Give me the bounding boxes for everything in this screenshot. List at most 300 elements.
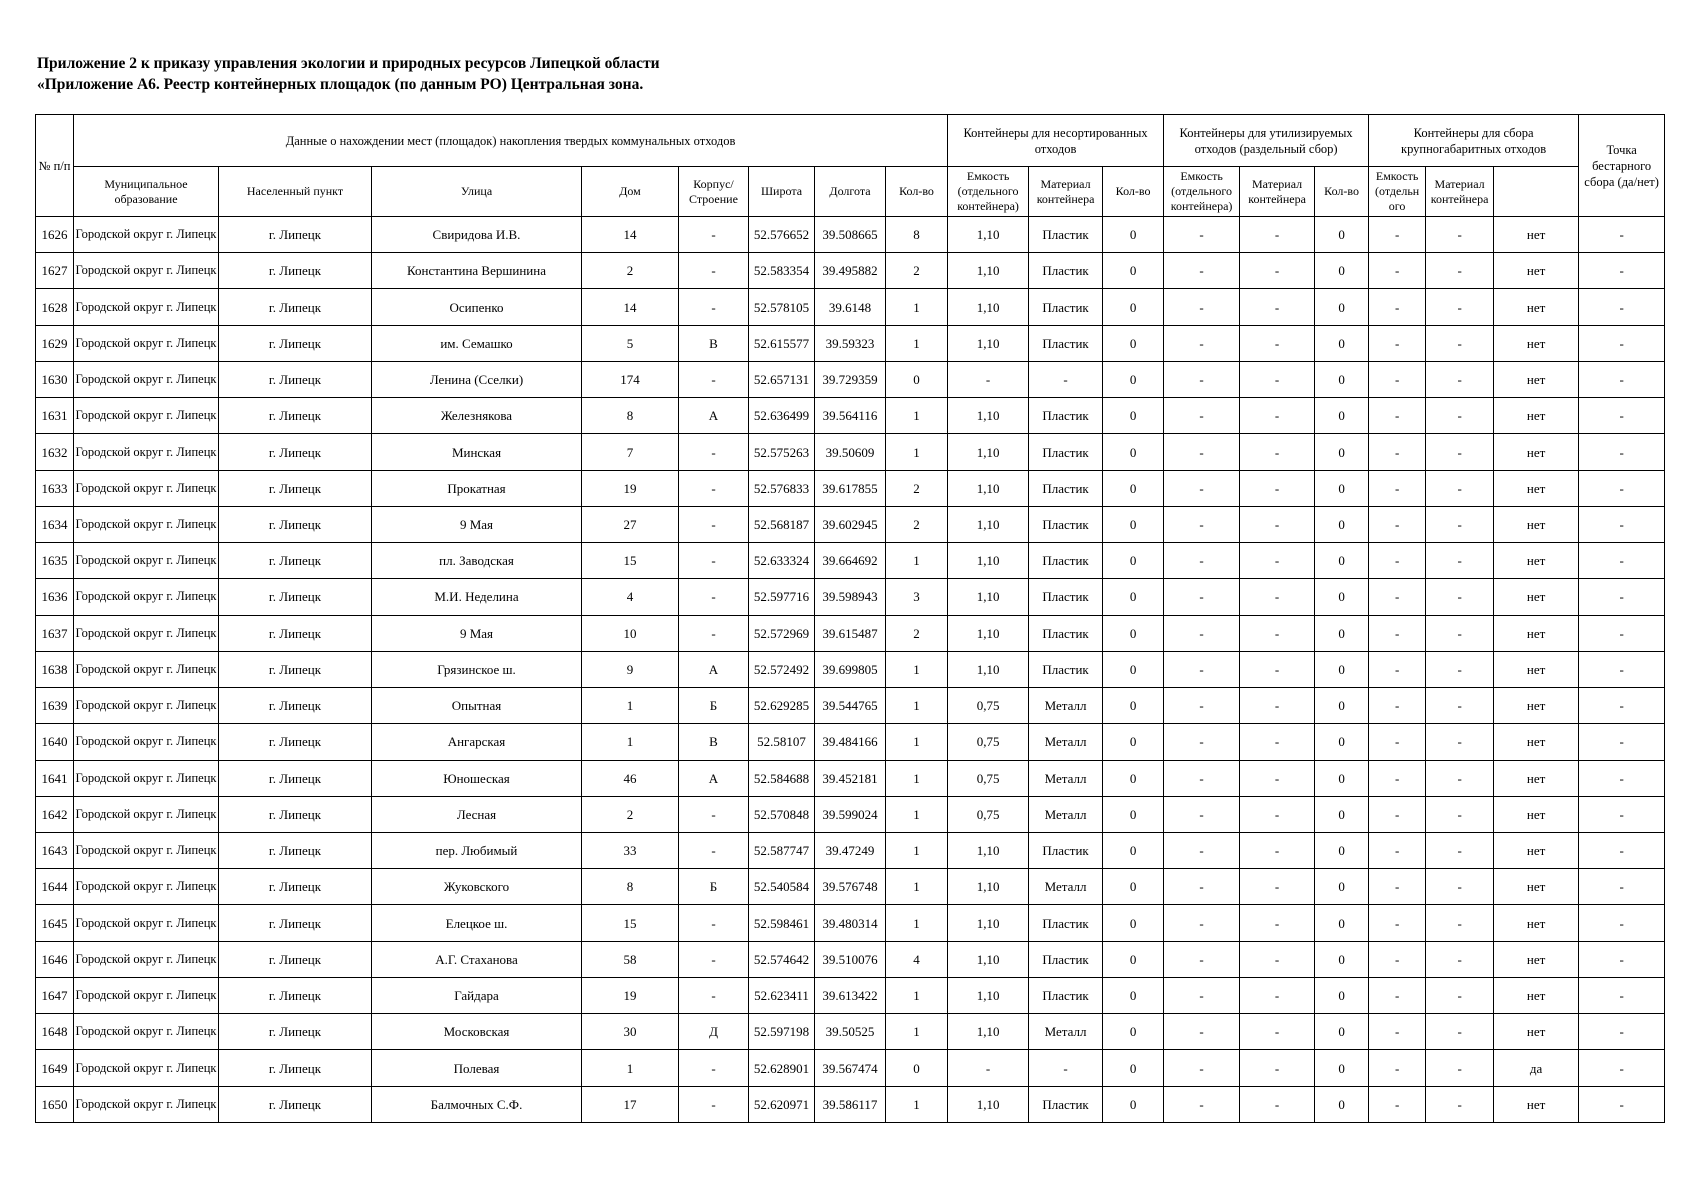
cell-unsorted-capacity: 1,10 xyxy=(948,470,1029,506)
col-header-location-group: Данные о нахождении мест (площадок) накопления твердых коммунальных отходов xyxy=(74,115,948,167)
cell-lat: 52.572969 xyxy=(749,615,815,651)
cell-bulk-point: нет xyxy=(1494,832,1579,868)
cell-house: 15 xyxy=(582,543,679,579)
cell-unsorted-capacity: 1,10 xyxy=(948,289,1029,325)
cell-house: 27 xyxy=(582,506,679,542)
cell-bulky-material: - xyxy=(1426,361,1494,397)
cell-bulky-capacity: - xyxy=(1369,506,1426,542)
cell-note: - xyxy=(1579,615,1665,651)
cell-recycle-material: - xyxy=(1240,832,1315,868)
cell-bulk-point: нет xyxy=(1494,941,1579,977)
cell-lat: 52.615577 xyxy=(749,325,815,361)
cell-bulky-count: 0 xyxy=(1315,470,1369,506)
table-row xyxy=(36,615,1665,651)
cell-bulky-material: - xyxy=(1426,217,1494,253)
cell-bulk-point: нет xyxy=(1494,579,1579,615)
cell-lon: 39.699805 xyxy=(815,651,886,687)
cell-recycle-material: - xyxy=(1240,398,1315,434)
cell-unsorted-capacity: 1,10 xyxy=(948,579,1029,615)
cell-bulk-point: нет xyxy=(1494,688,1579,724)
cell-building: В xyxy=(679,724,749,760)
table-row xyxy=(36,506,1665,542)
cell-municipality: Городской округ г. Липецк xyxy=(74,1014,219,1050)
cell-bulky-material: - xyxy=(1426,579,1494,615)
cell-house: 1 xyxy=(582,1050,679,1086)
cell-street: Лесная xyxy=(372,796,582,832)
cell-bulky-material: - xyxy=(1426,398,1494,434)
cell-building: - xyxy=(679,543,749,579)
cell-lat: 52.576833 xyxy=(749,470,815,506)
cell-unsorted-capacity: - xyxy=(948,1050,1029,1086)
cell-unsorted-count: 2 xyxy=(886,506,948,542)
cell-settlement: г. Липецк xyxy=(219,217,372,253)
title-line-2: «Приложение А6. Реестр контейнерных площадок (по данным РО) Центральная зона. xyxy=(37,76,644,93)
cell-unsorted-count: 1 xyxy=(886,325,948,361)
cell-note: - xyxy=(1579,506,1665,542)
cell-bulky-capacity: - xyxy=(1369,977,1426,1013)
cell-street: Гайдара xyxy=(372,977,582,1013)
cell-unsorted-count: 2 xyxy=(886,615,948,651)
cell-building: - xyxy=(679,941,749,977)
cell-building: - xyxy=(679,905,749,941)
cell-lon: 39.495882 xyxy=(815,253,886,289)
cell-municipality: Городской округ г. Липецк xyxy=(74,977,219,1013)
cell-bulky-count: 0 xyxy=(1315,434,1369,470)
cell-recycle-material: - xyxy=(1240,688,1315,724)
cell-municipality: Городской округ г. Липецк xyxy=(74,506,219,542)
cell-lat: 52.636499 xyxy=(749,398,815,434)
cell-lat: 52.598461 xyxy=(749,905,815,941)
cell-house: 7 xyxy=(582,434,679,470)
cell-bulky-material: - xyxy=(1426,688,1494,724)
cell-recycle-capacity: - xyxy=(1164,615,1240,651)
cell-settlement: г. Липецк xyxy=(219,543,372,579)
cell-bulk-point: нет xyxy=(1494,543,1579,579)
cell-recycle-count: 0 xyxy=(1103,796,1164,832)
cell-num: 1626 xyxy=(36,217,74,253)
cell-bulky-count: 0 xyxy=(1315,1050,1369,1086)
cell-house: 19 xyxy=(582,470,679,506)
col-header-unsorted-capacity: Емкость (отдельного контейнера) xyxy=(948,167,1029,217)
cell-lat: 52.633324 xyxy=(749,543,815,579)
col-header-lon: Долгота xyxy=(815,167,886,217)
cell-recycle-count: 0 xyxy=(1103,651,1164,687)
cell-unsorted-count: 1 xyxy=(886,688,948,724)
cell-settlement: г. Липецк xyxy=(219,977,372,1013)
cell-bulk-point: нет xyxy=(1494,434,1579,470)
cell-num: 1636 xyxy=(36,579,74,615)
col-header-street: Улица xyxy=(372,167,582,217)
cell-unsorted-material: Пластик xyxy=(1029,543,1103,579)
cell-recycle-material: - xyxy=(1240,543,1315,579)
cell-lat: 52.578105 xyxy=(749,289,815,325)
cell-unsorted-material: Пластик xyxy=(1029,651,1103,687)
cell-lat: 52.540584 xyxy=(749,869,815,905)
cell-unsorted-capacity: 1,10 xyxy=(948,506,1029,542)
cell-unsorted-material: Металл xyxy=(1029,688,1103,724)
cell-lon: 39.47249 xyxy=(815,832,886,868)
cell-num: 1650 xyxy=(36,1086,74,1122)
cell-num: 1630 xyxy=(36,361,74,397)
cell-num: 1649 xyxy=(36,1050,74,1086)
cell-unsorted-capacity: 1,10 xyxy=(948,1086,1029,1122)
cell-bulky-count: 0 xyxy=(1315,724,1369,760)
cell-lat: 52.620971 xyxy=(749,1086,815,1122)
cell-lat: 52.657131 xyxy=(749,361,815,397)
cell-building: А xyxy=(679,398,749,434)
cell-bulky-capacity: - xyxy=(1369,543,1426,579)
table-row xyxy=(36,1086,1665,1122)
cell-recycle-material: - xyxy=(1240,289,1315,325)
cell-recycle-capacity: - xyxy=(1164,470,1240,506)
cell-municipality: Городской округ г. Липецк xyxy=(74,543,219,579)
table-row xyxy=(36,651,1665,687)
cell-bulky-capacity: - xyxy=(1369,398,1426,434)
cell-recycle-material: - xyxy=(1240,579,1315,615)
cell-recycle-capacity: - xyxy=(1164,579,1240,615)
cell-bulky-material: - xyxy=(1426,434,1494,470)
cell-house: 9 xyxy=(582,651,679,687)
cell-building: - xyxy=(679,217,749,253)
cell-num: 1635 xyxy=(36,543,74,579)
cell-note: - xyxy=(1579,941,1665,977)
cell-street: Балмочных С.Ф. xyxy=(372,1086,582,1122)
cell-house: 30 xyxy=(582,1014,679,1050)
cell-bulk-point: нет xyxy=(1494,796,1579,832)
cell-municipality: Городской округ г. Липецк xyxy=(74,796,219,832)
cell-municipality: Городской округ г. Липецк xyxy=(74,1050,219,1086)
cell-recycle-capacity: - xyxy=(1164,325,1240,361)
cell-settlement: г. Липецк xyxy=(219,470,372,506)
cell-municipality: Городской округ г. Липецк xyxy=(74,941,219,977)
col-header-unsorted-count: Кол-во xyxy=(886,167,948,217)
cell-recycle-capacity: - xyxy=(1164,724,1240,760)
cell-bulky-count: 0 xyxy=(1315,253,1369,289)
cell-building: - xyxy=(679,1050,749,1086)
cell-recycle-count: 0 xyxy=(1103,325,1164,361)
cell-unsorted-material: Пластик xyxy=(1029,615,1103,651)
cell-bulky-material: - xyxy=(1426,977,1494,1013)
cell-bulky-count: 0 xyxy=(1315,615,1369,651)
cell-note: - xyxy=(1579,1050,1665,1086)
cell-note: - xyxy=(1579,651,1665,687)
cell-municipality: Городской округ г. Липецк xyxy=(74,579,219,615)
cell-settlement: г. Липецк xyxy=(219,1050,372,1086)
cell-note: - xyxy=(1579,977,1665,1013)
cell-bulky-count: 0 xyxy=(1315,1014,1369,1050)
cell-bulky-count: 0 xyxy=(1315,579,1369,615)
cell-building: А xyxy=(679,760,749,796)
cell-bulky-count: 0 xyxy=(1315,398,1369,434)
cell-bulk-point: нет xyxy=(1494,325,1579,361)
cell-building: В xyxy=(679,325,749,361)
cell-recycle-material: - xyxy=(1240,905,1315,941)
cell-recycle-capacity: - xyxy=(1164,434,1240,470)
cell-lon: 39.664692 xyxy=(815,543,886,579)
cell-lat: 52.597198 xyxy=(749,1014,815,1050)
cell-recycle-capacity: - xyxy=(1164,651,1240,687)
col-header-municipality: Муниципальное образование xyxy=(74,167,219,217)
cell-note: - xyxy=(1579,434,1665,470)
cell-unsorted-material: Пластик xyxy=(1029,470,1103,506)
cell-bulky-count: 0 xyxy=(1315,869,1369,905)
col-header-recycle-group: Контейнеры для утилизируемых отходов (раздельный сбор) xyxy=(1164,115,1369,167)
col-header-unsorted-material: Материал контейнера xyxy=(1029,167,1103,217)
cell-settlement: г. Липецк xyxy=(219,615,372,651)
cell-house: 46 xyxy=(582,760,679,796)
cell-unsorted-count: 8 xyxy=(886,217,948,253)
cell-lat: 52.587747 xyxy=(749,832,815,868)
cell-bulk-point: нет xyxy=(1494,615,1579,651)
cell-recycle-count: 0 xyxy=(1103,1086,1164,1122)
cell-unsorted-material: Пластик xyxy=(1029,941,1103,977)
cell-bulky-capacity: - xyxy=(1369,760,1426,796)
cell-unsorted-capacity: 0,75 xyxy=(948,688,1029,724)
cell-house: 5 xyxy=(582,325,679,361)
cell-house: 33 xyxy=(582,832,679,868)
cell-recycle-material: - xyxy=(1240,760,1315,796)
cell-house: 174 xyxy=(582,361,679,397)
cell-bulky-material: - xyxy=(1426,651,1494,687)
cell-house: 1 xyxy=(582,724,679,760)
cell-recycle-count: 0 xyxy=(1103,1050,1164,1086)
cell-unsorted-material: Пластик xyxy=(1029,217,1103,253)
cell-street: Опытная xyxy=(372,688,582,724)
col-header-bulky-capacity: Емкость (отдельн ого xyxy=(1369,167,1426,217)
cell-lat: 52.597716 xyxy=(749,579,815,615)
cell-bulky-material: - xyxy=(1426,796,1494,832)
cell-recycle-count: 0 xyxy=(1103,760,1164,796)
cell-bulky-capacity: - xyxy=(1369,832,1426,868)
cell-bulk-point: нет xyxy=(1494,253,1579,289)
cell-unsorted-capacity: 1,10 xyxy=(948,434,1029,470)
cell-num: 1648 xyxy=(36,1014,74,1050)
table-row xyxy=(36,869,1665,905)
cell-recycle-capacity: - xyxy=(1164,760,1240,796)
cell-lon: 39.6148 xyxy=(815,289,886,325)
table-row xyxy=(36,905,1665,941)
cell-unsorted-capacity: 1,10 xyxy=(948,325,1029,361)
cell-street: Свиридова И.В. xyxy=(372,217,582,253)
cell-bulk-point: нет xyxy=(1494,506,1579,542)
cell-bulky-count: 0 xyxy=(1315,941,1369,977)
cell-lat: 52.58107 xyxy=(749,724,815,760)
cell-street: Константина Вершинина xyxy=(372,253,582,289)
cell-recycle-count: 0 xyxy=(1103,289,1164,325)
cell-note: - xyxy=(1579,869,1665,905)
cell-lon: 39.544765 xyxy=(815,688,886,724)
cell-street: Осипенко xyxy=(372,289,582,325)
cell-num: 1634 xyxy=(36,506,74,542)
cell-note: - xyxy=(1579,796,1665,832)
cell-street: Юношеская xyxy=(372,760,582,796)
cell-bulky-material: - xyxy=(1426,760,1494,796)
cell-bulky-material: - xyxy=(1426,470,1494,506)
cell-recycle-capacity: - xyxy=(1164,941,1240,977)
cell-municipality: Городской округ г. Липецк xyxy=(74,361,219,397)
cell-lon: 39.50525 xyxy=(815,1014,886,1050)
cell-bulky-count: 0 xyxy=(1315,1086,1369,1122)
col-header-house: Дом xyxy=(582,167,679,217)
cell-bulky-count: 0 xyxy=(1315,905,1369,941)
cell-lon: 39.50609 xyxy=(815,434,886,470)
cell-recycle-count: 0 xyxy=(1103,434,1164,470)
header-row-groups xyxy=(36,115,1665,167)
cell-note: - xyxy=(1579,579,1665,615)
cell-settlement: г. Липецк xyxy=(219,398,372,434)
cell-unsorted-capacity: - xyxy=(948,361,1029,397)
cell-lat: 52.568187 xyxy=(749,506,815,542)
cell-municipality: Городской округ г. Липецк xyxy=(74,760,219,796)
cell-recycle-capacity: - xyxy=(1164,832,1240,868)
cell-unsorted-material: Пластик xyxy=(1029,905,1103,941)
cell-bulky-count: 0 xyxy=(1315,325,1369,361)
cell-recycle-capacity: - xyxy=(1164,869,1240,905)
cell-num: 1647 xyxy=(36,977,74,1013)
cell-note: - xyxy=(1579,688,1665,724)
cell-bulky-material: - xyxy=(1426,869,1494,905)
cell-recycle-material: - xyxy=(1240,470,1315,506)
container-sites-registry-table xyxy=(35,114,1665,1123)
cell-unsorted-capacity: 1,10 xyxy=(948,651,1029,687)
cell-municipality: Городской округ г. Липецк xyxy=(74,398,219,434)
cell-house: 2 xyxy=(582,253,679,289)
table-row xyxy=(36,832,1665,868)
cell-bulky-capacity: - xyxy=(1369,217,1426,253)
cell-settlement: г. Липецк xyxy=(219,760,372,796)
cell-building: - xyxy=(679,796,749,832)
cell-bulky-capacity: - xyxy=(1369,796,1426,832)
cell-lon: 39.586117 xyxy=(815,1086,886,1122)
cell-recycle-capacity: - xyxy=(1164,217,1240,253)
table-row xyxy=(36,289,1665,325)
cell-unsorted-count: 4 xyxy=(886,941,948,977)
cell-recycle-capacity: - xyxy=(1164,1086,1240,1122)
cell-street: пер. Любимый xyxy=(372,832,582,868)
cell-recycle-capacity: - xyxy=(1164,1050,1240,1086)
cell-unsorted-count: 1 xyxy=(886,796,948,832)
cell-unsorted-material: Пластик xyxy=(1029,977,1103,1013)
table-row xyxy=(36,543,1665,579)
cell-unsorted-count: 1 xyxy=(886,977,948,1013)
cell-unsorted-capacity: 1,10 xyxy=(948,977,1029,1013)
cell-bulky-count: 0 xyxy=(1315,361,1369,397)
cell-lon: 39.602945 xyxy=(815,506,886,542)
table-row xyxy=(36,1014,1665,1050)
cell-building: - xyxy=(679,253,749,289)
cell-unsorted-material: Пластик xyxy=(1029,832,1103,868)
cell-num: 1646 xyxy=(36,941,74,977)
cell-unsorted-material: Металл xyxy=(1029,724,1103,760)
cell-bulk-point: нет xyxy=(1494,1014,1579,1050)
cell-bulky-count: 0 xyxy=(1315,289,1369,325)
cell-bulky-capacity: - xyxy=(1369,434,1426,470)
cell-bulky-count: 0 xyxy=(1315,543,1369,579)
cell-municipality: Городской округ г. Липецк xyxy=(74,651,219,687)
cell-settlement: г. Липецк xyxy=(219,651,372,687)
cell-bulky-count: 0 xyxy=(1315,796,1369,832)
cell-unsorted-count: 1 xyxy=(886,398,948,434)
cell-bulk-point: нет xyxy=(1494,398,1579,434)
cell-lon: 39.729359 xyxy=(815,361,886,397)
table-row xyxy=(36,724,1665,760)
header-row-columns xyxy=(36,167,1665,217)
cell-unsorted-material: Пластик xyxy=(1029,325,1103,361)
cell-recycle-material: - xyxy=(1240,651,1315,687)
cell-building: - xyxy=(679,615,749,651)
cell-bulky-material: - xyxy=(1426,1014,1494,1050)
cell-building: - xyxy=(679,506,749,542)
cell-municipality: Городской округ г. Липецк xyxy=(74,832,219,868)
cell-note: - xyxy=(1579,1086,1665,1122)
cell-bulky-count: 0 xyxy=(1315,688,1369,724)
cell-house: 19 xyxy=(582,977,679,1013)
cell-building: Б xyxy=(679,688,749,724)
cell-house: 17 xyxy=(582,1086,679,1122)
cell-lon: 39.576748 xyxy=(815,869,886,905)
cell-recycle-material: - xyxy=(1240,941,1315,977)
cell-unsorted-capacity: 1,10 xyxy=(948,941,1029,977)
cell-lon: 39.598943 xyxy=(815,579,886,615)
cell-bulky-capacity: - xyxy=(1369,253,1426,289)
cell-num: 1633 xyxy=(36,470,74,506)
cell-unsorted-material: Пластик xyxy=(1029,253,1103,289)
cell-recycle-material: - xyxy=(1240,1050,1315,1086)
cell-settlement: г. Липецк xyxy=(219,688,372,724)
cell-lon: 39.59323 xyxy=(815,325,886,361)
cell-bulky-material: - xyxy=(1426,325,1494,361)
col-header-recycle-material: Материал контейнера xyxy=(1240,167,1315,217)
cell-unsorted-capacity: 1,10 xyxy=(948,869,1029,905)
cell-unsorted-count: 1 xyxy=(886,434,948,470)
cell-bulky-capacity: - xyxy=(1369,688,1426,724)
table-row xyxy=(36,325,1665,361)
cell-settlement: г. Липецк xyxy=(219,941,372,977)
cell-recycle-material: - xyxy=(1240,217,1315,253)
cell-municipality: Городской округ г. Липецк xyxy=(74,724,219,760)
cell-settlement: г. Липецк xyxy=(219,1086,372,1122)
cell-recycle-count: 0 xyxy=(1103,506,1164,542)
cell-bulky-material: - xyxy=(1426,832,1494,868)
col-header-recycle-count: Кол-во xyxy=(1103,167,1164,217)
cell-num: 1645 xyxy=(36,905,74,941)
cell-unsorted-capacity: 0,75 xyxy=(948,796,1029,832)
cell-num: 1641 xyxy=(36,760,74,796)
cell-unsorted-count: 1 xyxy=(886,1014,948,1050)
cell-num: 1644 xyxy=(36,869,74,905)
cell-unsorted-material: Металл xyxy=(1029,760,1103,796)
cell-lon: 39.615487 xyxy=(815,615,886,651)
cell-bulky-count: 0 xyxy=(1315,977,1369,1013)
cell-bulky-capacity: - xyxy=(1369,289,1426,325)
cell-building: - xyxy=(679,832,749,868)
table-row xyxy=(36,217,1665,253)
cell-lon: 39.617855 xyxy=(815,470,886,506)
cell-bulky-material: - xyxy=(1426,941,1494,977)
cell-bulky-count: 0 xyxy=(1315,506,1369,542)
cell-bulky-material: - xyxy=(1426,905,1494,941)
cell-unsorted-material: - xyxy=(1029,1050,1103,1086)
cell-note: - xyxy=(1579,832,1665,868)
cell-num: 1640 xyxy=(36,724,74,760)
cell-unsorted-capacity: 1,10 xyxy=(948,217,1029,253)
cell-settlement: г. Липецк xyxy=(219,579,372,615)
cell-num: 1628 xyxy=(36,289,74,325)
cell-recycle-count: 0 xyxy=(1103,470,1164,506)
cell-recycle-material: - xyxy=(1240,869,1315,905)
cell-bulk-point: нет xyxy=(1494,905,1579,941)
table-row xyxy=(36,760,1665,796)
